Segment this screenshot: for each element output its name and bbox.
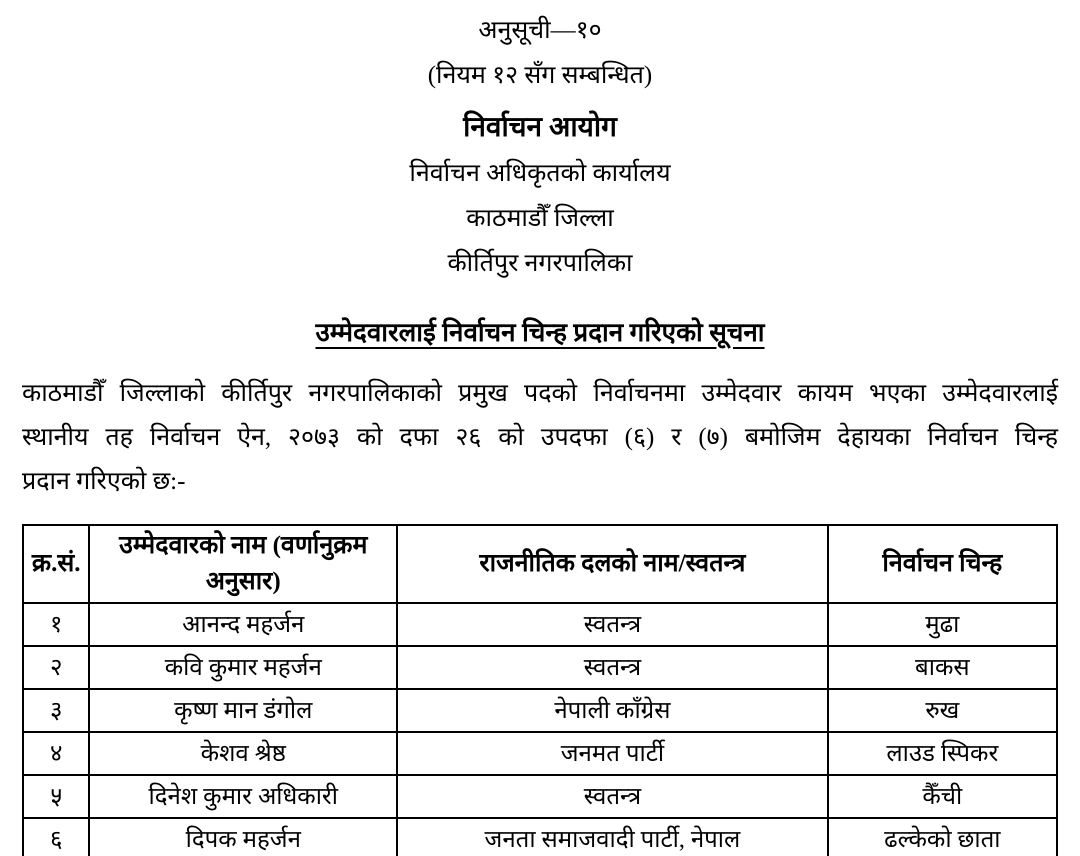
municipality-name: कीर्तिपुर नगरपालिका — [447, 250, 633, 277]
table-row — [23, 818, 1057, 856]
notice-heading-text: उम्मेदवारलाई निर्वाचन चिन्ह प्रदान गरिएको सूचना — [315, 318, 765, 347]
party-name-cell: जनमत पार्टी — [397, 732, 827, 775]
candidate-name-cell: केशव श्रेष्ठ — [89, 732, 397, 775]
serial-number-cell: ३ — [23, 689, 89, 732]
party-name-cell: स्वतन्त्र — [397, 775, 827, 818]
paragraph-line: स्थानीय तह निर्वाचन ऐन, २०७३ को दफा २६ को उपदफा (६) र (७) बमोजिम देहायका निर्वाचन चिन्ह — [22, 424, 1058, 451]
election-symbol-cell: बाकस — [828, 646, 1057, 689]
serial-number-cell: २ — [23, 646, 89, 689]
serial-number-cell: १ — [23, 603, 89, 646]
letterhead — [0, 0, 1080, 286]
table-header-row — [23, 525, 1057, 603]
candidate-name-cell: कवि कुमार महर्जन — [89, 646, 397, 689]
candidate-name-cell: कृष्ण मान डंगोल — [89, 689, 397, 732]
header-candidate-name: उम्मेदवारको नाम (वर्णानुक्रम अनुसार) — [89, 525, 397, 603]
election-symbols-table — [22, 524, 1058, 856]
header-election-symbol: निर्वाचन चिन्ह — [828, 525, 1057, 603]
candidate-name-cell: दिपक महर्जन — [89, 818, 397, 856]
serial-number-cell: ६ — [23, 818, 89, 856]
header-party-name: राजनीतिक दलको नाम/स्वतन्त्र — [397, 525, 827, 603]
election-symbol-cell: मुढा — [828, 603, 1057, 646]
office-name: निर्वाचन अधिकृतको कार्यालय — [409, 160, 671, 187]
table-row — [23, 603, 1057, 646]
rule-reference: (नियम १२ सँग सम्बन्धित) — [427, 62, 653, 89]
table-body — [23, 603, 1057, 856]
org-name: निर्वाचन आयोग — [463, 112, 617, 143]
table-row — [23, 732, 1057, 775]
party-name-cell: जनता समाजवादी पार्टी, नेपाल — [397, 818, 827, 856]
election-symbol-cell: कैँची — [828, 775, 1057, 818]
notice-paragraph — [22, 372, 1058, 504]
candidate-name-cell: दिनेश कुमार अधिकारी — [89, 775, 397, 818]
table-row — [23, 689, 1057, 732]
schedule-title: अनुसूची—१० — [478, 17, 602, 44]
serial-number-cell: ४ — [23, 732, 89, 775]
notice-heading — [0, 310, 1080, 356]
candidate-name-cell: आनन्द महर्जन — [89, 603, 397, 646]
party-name-cell: स्वतन्त्र — [397, 646, 827, 689]
election-symbol-cell: लाउड स्पिकर — [828, 732, 1057, 775]
election-symbol-cell: रुख — [828, 689, 1057, 732]
election-symbol-cell: ढल्केको छाता — [828, 818, 1057, 856]
paragraph-line: प्रदान गरिएको छ:- — [22, 468, 186, 495]
party-name-cell: नेपाली काँग्रेस — [397, 689, 827, 732]
table-row — [23, 646, 1057, 689]
party-name-cell: स्वतन्त्र — [397, 603, 827, 646]
table-row — [23, 775, 1057, 818]
serial-number-cell: ५ — [23, 775, 89, 818]
district-name: काठमाडौँ जिल्ला — [466, 205, 614, 232]
paragraph-line: काठमाडौँ जिल्लाको कीर्तिपुर नगरपालिकाको प्रमुख पदको निर्वाचनमा उम्मेदवार कायम भएका उम्मेदवारलाई — [22, 380, 1058, 407]
header-serial-number: क्र.सं. — [23, 525, 89, 603]
